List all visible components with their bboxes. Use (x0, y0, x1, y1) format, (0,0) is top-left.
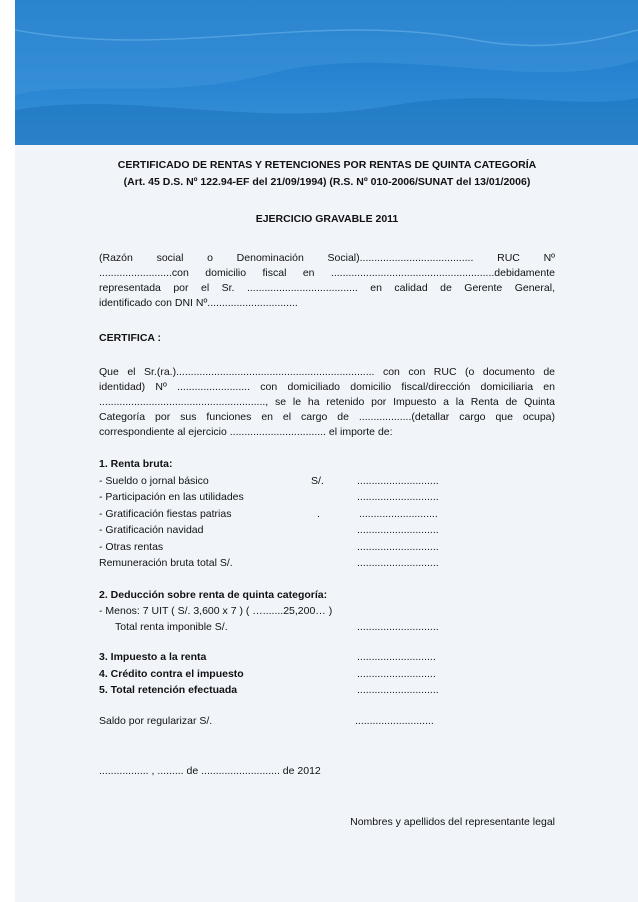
body-line: Que el Sr.(ra.).................................................................... con con RUC (o documento de (99, 366, 555, 378)
total-label: Remuneración bruta total S/. (99, 557, 233, 569)
currency-label: S/. (311, 474, 324, 487)
amount-blank: ............................ (357, 524, 439, 536)
list-item (99, 490, 555, 507)
section-impuesto (99, 650, 555, 700)
intro-line: .........................con domicilio fiscal en ........................................................debidamente (99, 267, 555, 279)
item-label: - Gratificación fiestas patrias (99, 507, 232, 520)
intro-line: identificado con DNI Nº............................... (99, 297, 298, 309)
amount-blank: ............................ (357, 557, 439, 569)
list-item (99, 650, 555, 667)
list-item (99, 667, 555, 684)
intro-line: (Razón social o Denominación Social)....................................... RUC Nº (99, 252, 555, 264)
item-label: - Sueldo o jornal básico (99, 474, 209, 487)
section-title: 1. Renta bruta: (99, 458, 173, 470)
body-line: identidad) Nº ......................... con domiciliado domicilio fiscal/dirección domiciliaria en (99, 381, 555, 393)
amount-blank: ........................... (359, 507, 438, 520)
body-paragraph (99, 365, 555, 440)
date-line: ................. , ......... de ........................... de 2012 (99, 765, 321, 777)
list-item (99, 507, 555, 524)
saldo-row (99, 714, 555, 731)
amount-blank: ........................... (357, 651, 436, 663)
body-line: Categoría por sus funciones en el cargo de ..................(detallar cargo que ocupa) (99, 411, 555, 423)
document-subtitle: (Art. 45 D.S. Nº 122.94-EF del 21/09/1994) (R.S. Nº 010-2006/SUNAT del 13/01/2006) (123, 176, 531, 188)
header-banner (15, 0, 638, 145)
list-item (99, 474, 555, 491)
section-renta-bruta (99, 457, 555, 573)
banner-wave-decoration (15, 0, 638, 145)
total-label: Total renta imponible S/. (115, 620, 228, 633)
certificate-content (99, 158, 555, 831)
list-item (99, 523, 555, 540)
document-title: CERTIFICADO DE RENTAS Y RETENCIONES POR RENTAS DE QUINTA CATEGORÍA (117, 159, 537, 171)
saldo-label: Saldo por regularizar S/. (99, 714, 213, 727)
list-item (99, 540, 555, 557)
document-page (15, 0, 638, 902)
signature-label: Nombres y apellidos del representante legal (350, 816, 555, 828)
deduction-line: - Menos: 7 UIT ( S/. 3,600 x 7 ) ( ….......25,200… ) (99, 604, 333, 617)
total-row (99, 620, 555, 637)
certifica-heading: CERTIFICA : (99, 332, 162, 344)
amount-blank: ............................ (357, 491, 439, 503)
section-deduccion (99, 588, 555, 637)
amount-blank: ............................ (357, 540, 439, 553)
amount-blank: ........................... (357, 667, 436, 680)
item-label: - Gratificación navidad (99, 524, 204, 536)
item-label: 4. Crédito contra el impuesto (99, 667, 244, 680)
amount-blank: ............................ (357, 620, 439, 633)
list-item (99, 683, 555, 700)
signature-block (99, 815, 555, 831)
amount-blank: ........................... (355, 714, 434, 727)
amount-blank: ............................ (357, 684, 439, 696)
item-label: 3. Impuesto a la renta (99, 651, 207, 663)
amount-blank: ............................ (357, 474, 439, 487)
total-row (99, 556, 555, 573)
item-label: 5. Total retención efectuada (99, 684, 238, 696)
fiscal-year: EJERCICIO GRAVABLE 2011 (255, 213, 399, 225)
intro-line: representada por el Sr. ...................................... en calidad de Gerente General, (99, 282, 555, 294)
section-title: 2. Deducción sobre renta de quinta categoría: (99, 588, 328, 601)
dot-mark: . (317, 507, 320, 520)
item-label: - Participación en las utilidades (99, 491, 244, 503)
intro-paragraph (99, 251, 555, 311)
item-label: - Otras rentas (99, 540, 164, 553)
body-line: ........................................................., se le ha retenido por Impuesto a la Renta de Quinta (99, 396, 555, 408)
body-line: correspondiente al ejercicio ................................. el importe de: (99, 426, 393, 438)
